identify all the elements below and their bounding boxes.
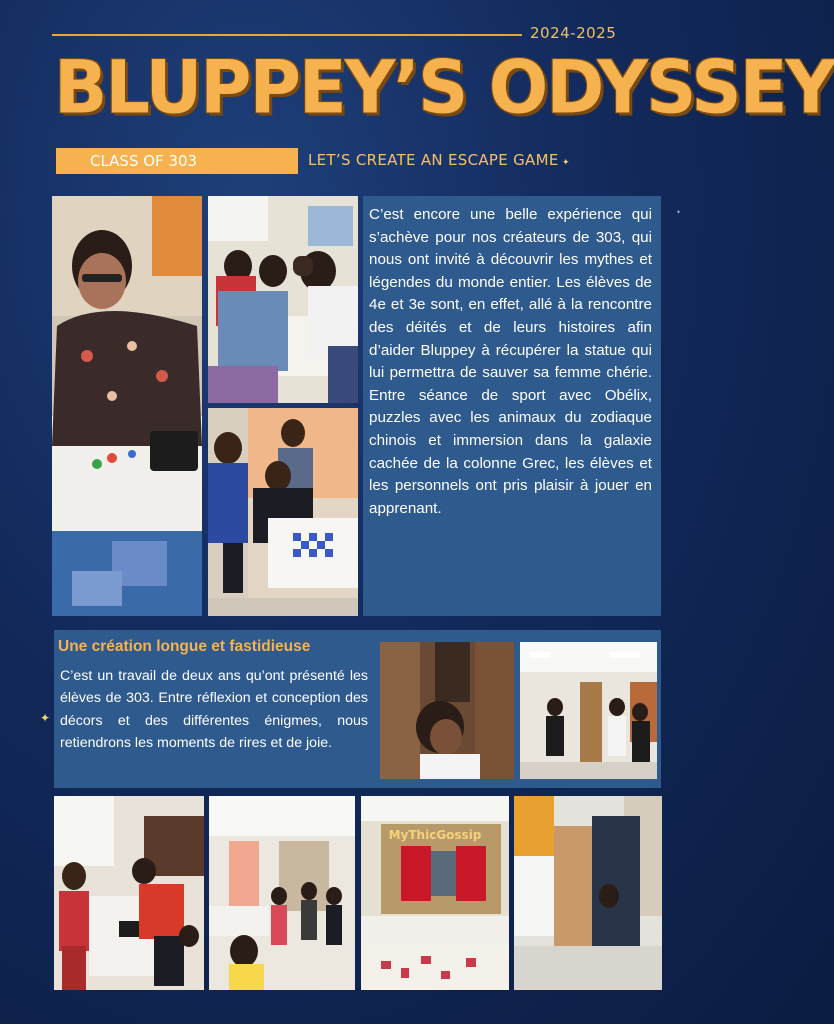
photo-classroom-crowd (209, 796, 355, 990)
photo-classroom-game-table (54, 796, 204, 990)
photo-students-puzzle (208, 196, 358, 403)
intro-panel (363, 196, 661, 616)
class-badge: CLASS OF 303 (56, 148, 298, 174)
photo-group-room (520, 642, 657, 779)
stage-sign: MyThicGossip (388, 828, 482, 842)
photo-students-checkers (208, 408, 358, 616)
page-subtitle: LET’S CREATE AN ESCAPE GAME (308, 151, 559, 169)
school-year: 2024-2025 (530, 24, 617, 42)
star-icon: ✦ (676, 210, 682, 216)
page-title: BLUPPEY’S ODYSSEY (54, 44, 834, 131)
star-icon: ✦ (40, 711, 51, 725)
star-icon: ✦ (562, 157, 570, 167)
photo-teacher-game (52, 196, 202, 616)
header-rule (52, 34, 522, 36)
photo-boy-corridor (380, 642, 514, 779)
photo-mythic-gossip-stage (361, 796, 509, 990)
photo-cardboard-booth (514, 796, 662, 990)
section-heading: Une création longue et fastidieuse (58, 638, 311, 655)
section-text: C’est un travail de deux ans qu’ont présenté les élèves de 303. Entre réflexion et conception des décors et des différentes énigmes, nous retiendrons les moments de rires et de joie. (60, 668, 368, 752)
intro-text: C’est encore une belle expérience qui s’achève pour nos créateurs de 303, qui nous ont invité à découvrir les mythes et légendes du monde entier. Les élèves de 4e et 3e sont, en effet, allé à la rencontre des déités et de leurs histoires afin d’aider Bluppey à récupérer la statue qui lui permettra de sauver sa femme chérie. Entre séance de sport avec Obélix, puzzles avec les animaux du zodiaque chinois et immersion dans la galaxie cachée de la colonne Grec, les élèves et les personnels ont pris plaisir à jouer en apprenant. (369, 206, 652, 517)
